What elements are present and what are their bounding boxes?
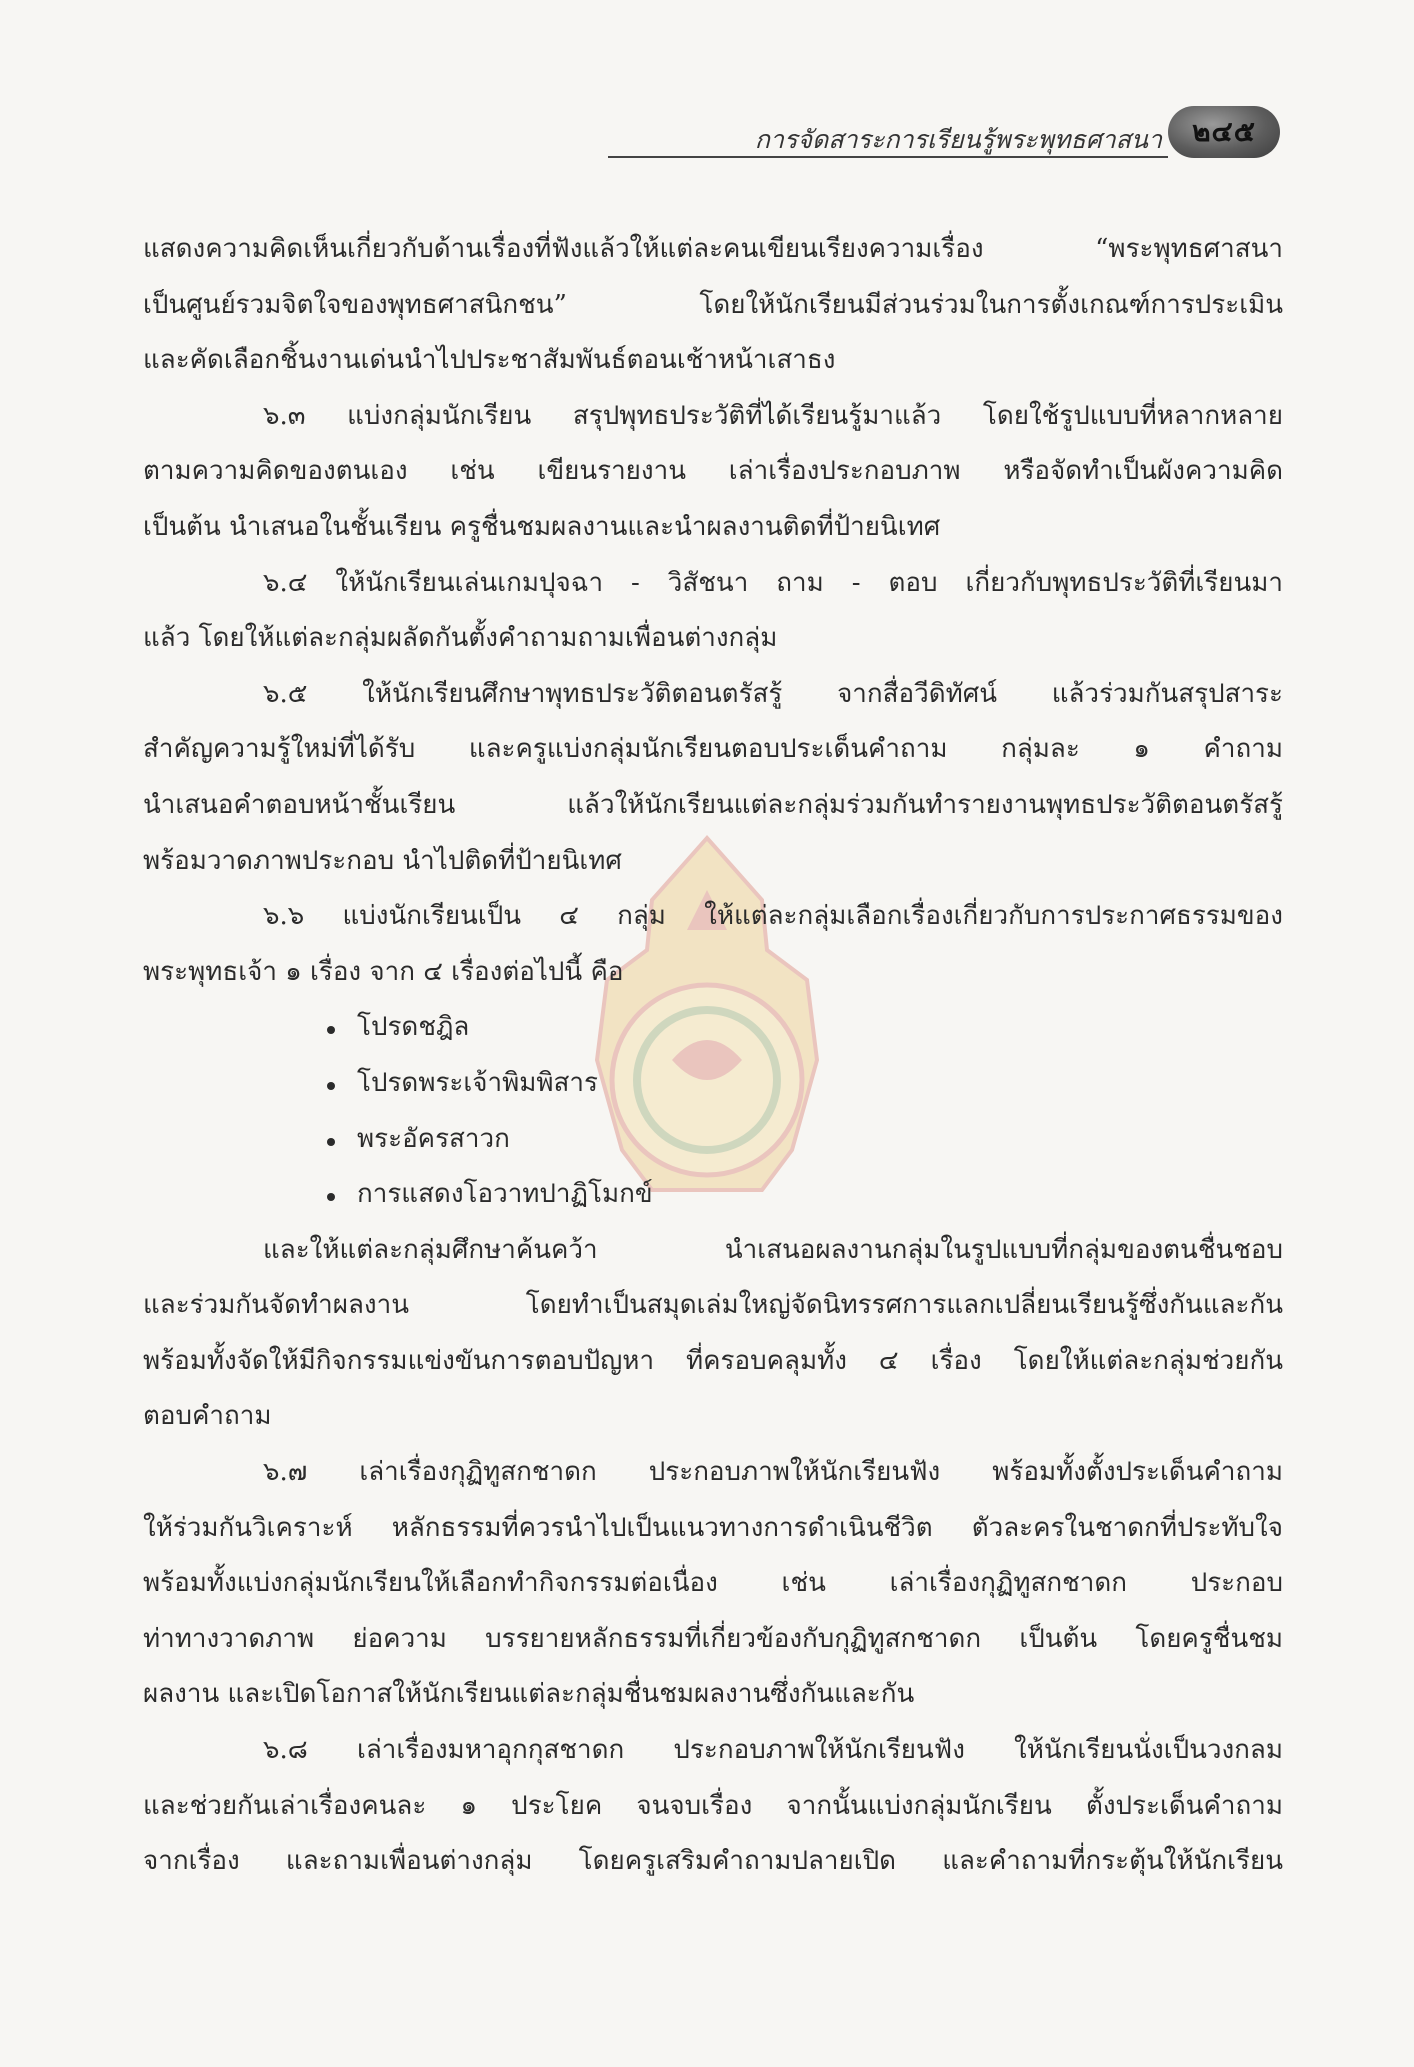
paragraph-line: นำเสนอคำตอบหน้าชั้นเรียน แล้วให้นักเรียนแต่ละกลุ่มร่วมกันทำรายงานพุทธประวัติตอนตรัสรู้ (143, 789, 1283, 820)
list-item: การแสดงโอวาทปาฏิโมกข์ (143, 1167, 1283, 1223)
paragraph-line: ๖.๖ แบ่งนักเรียนเป็น ๔ กลุ่ม ให้แต่ละกลุ่มเลือกเรื่องเกี่ยวกับการประกาศธรรมของ (263, 901, 1283, 932)
bullet-list (143, 1000, 1283, 1222)
list-item: พระอัครสาวก (143, 1112, 1283, 1168)
paragraph-line: และให้แต่ละกลุ่มศึกษาค้นคว้า นำเสนอผลงานกลุ่มในรูปแบบที่กลุ่มของตนชื่นชอบ (263, 1234, 1283, 1265)
paragraph-line: ตามความคิดของตนเอง เช่น เขียนรายงาน เล่าเรื่องประกอบภาพ หรือจัดทำเป็นผังความคิด (143, 456, 1283, 487)
paragraph-line: สำคัญความรู้ใหม่ที่ได้รับ และครูแบ่งกลุ่มนักเรียนตอบประเด็นคำถาม กลุ่มละ ๑ คำถาม (143, 734, 1283, 765)
list-item: โปรดพระเจ้าพิมพิสาร (143, 1056, 1283, 1112)
header-rule (608, 156, 1168, 158)
paragraph-line: พร้อมทั้งจัดให้มีกิจกรรมแข่งขันการตอบปัญหา ที่ครอบคลุมทั้ง ๔ เรื่อง โดยให้แต่ละกลุ่มช่วยกัน (143, 1345, 1283, 1376)
paragraph-line: ท่าทางวาดภาพ ย่อความ บรรยายหลักธรรมที่เกี่ยวข้องกับกุฏิทูสกชาดก เป็นต้น โดยครูชื่นชม (143, 1623, 1283, 1654)
paragraph-line: ๖.๘ เล่าเรื่องมหาอุกกุสชาดก ประกอบภาพให้นักเรียนฟัง ให้นักเรียนนั่งเป็นวงกลม (263, 1735, 1283, 1766)
paragraph-line: เป็นต้น นำเสนอในชั้นเรียน ครูชื่นชมผลงานและนำผลงานติดที่ป้ายนิเทศ (143, 511, 941, 542)
page-number-badge: ๒๔๕ (1168, 106, 1280, 158)
header-title: การจัดสาระการเรียนรู้พระพุทธศาสนา (754, 125, 1162, 154)
page-header (560, 98, 1280, 168)
list-item: โปรดชฎิล (143, 1000, 1283, 1056)
paragraph-line: ๖.๗ เล่าเรื่องกุฏิทูสกชาดก ประกอบภาพให้นักเรียนฟัง พร้อมทั้งตั้งประเด็นคำถาม (263, 1457, 1283, 1488)
bullet-icon (327, 1082, 335, 1090)
paragraph-line: ผลงาน และเปิดโอกาสให้นักเรียนแต่ละกลุ่มชื่นชมผลงานซึ่งกันและกัน (143, 1679, 915, 1710)
paragraph-line: แล้ว โดยให้แต่ละกลุ่มผลัดกันตั้งคำถามถามเพื่อนต่างกลุ่ม (143, 623, 778, 654)
bullet-icon (327, 1026, 335, 1034)
paragraph-line: และช่วยกันเล่าเรื่องคนละ ๑ ประโยค จนจบเรื่อง จากนั้นแบ่งกลุ่มนักเรียน ตั้งประเด็นคำถาม (143, 1790, 1283, 1821)
paragraph-line: ให้ร่วมกันวิเคราะห์ หลักธรรมที่ควรนำไปเป็นแนวทางการดำเนินชีวิต ตัวละครในชาดกที่ประทับใจ (143, 1512, 1283, 1543)
paragraph-line: เป็นศูนย์รวมจิตใจของพุทธศาสนิกชน” โดยให้นักเรียนมีส่วนร่วมในการตั้งเกณฑ์การประเมิน (143, 289, 1283, 320)
paragraph-line: ตอบคำถาม (143, 1401, 272, 1432)
paragraph-line: ๖.๕ ให้นักเรียนศึกษาพุทธประวัติตอนตรัสรู้ จากสื่อวีดิทัศน์ แล้วร่วมกันสรุปสาระ (263, 678, 1283, 709)
paragraph-line: และคัดเลือกชิ้นงานเด่นนำไปประชาสัมพันธ์ตอนเช้าหน้าเสาธง (143, 345, 836, 376)
paragraph-line: พร้อมวาดภาพประกอบ นำไปติดที่ป้ายนิเทศ (143, 845, 622, 876)
paragraph-line: แสดงความคิดเห็นเกี่ยวกับด้านเรื่องที่ฟังแล้วให้แต่ละคนเขียนเรียงความเรื่อง “พระพุทธศาสนา (143, 234, 1283, 264)
body-text (143, 222, 1283, 1890)
paragraph-line: พระพุทธเจ้า ๑ เรื่อง จาก ๔ เรื่องต่อไปนี้ คือ (143, 956, 624, 987)
paragraph-line: และร่วมกันจัดทำผลงาน โดยทำเป็นสมุดเล่มใหญ่จัดนิทรรศการแลกเปลี่ยนเรียนรู้ซึ่งกันและกัน (143, 1290, 1283, 1321)
paragraph-line: พร้อมทั้งแบ่งกลุ่มนักเรียนให้เลือกทำกิจกรรมต่อเนื่อง เช่น เล่าเรื่องกุฏิทูสกชาดก ประกอบ (143, 1568, 1283, 1599)
paragraph-line: ๖.๓ แบ่งกลุ่มนักเรียน สรุปพุทธประวัติที่ได้เรียนรู้มาแล้ว โดยใช้รูปแบบที่หลากหลาย (263, 400, 1283, 431)
paragraph-line: ๖.๔ ให้นักเรียนเล่นเกมปุจฉา - วิสัชนา ถาม - ตอบ เกี่ยวกับพุทธประวัติที่เรียนมา (263, 567, 1283, 598)
bullet-icon (327, 1193, 335, 1201)
bullet-icon (327, 1138, 335, 1146)
paragraph-line: จากเรื่อง และถามเพื่อนต่างกลุ่ม โดยครูเสริมคำถามปลายเปิด และคำถามที่กระตุ้นให้นักเรียน (143, 1846, 1283, 1877)
